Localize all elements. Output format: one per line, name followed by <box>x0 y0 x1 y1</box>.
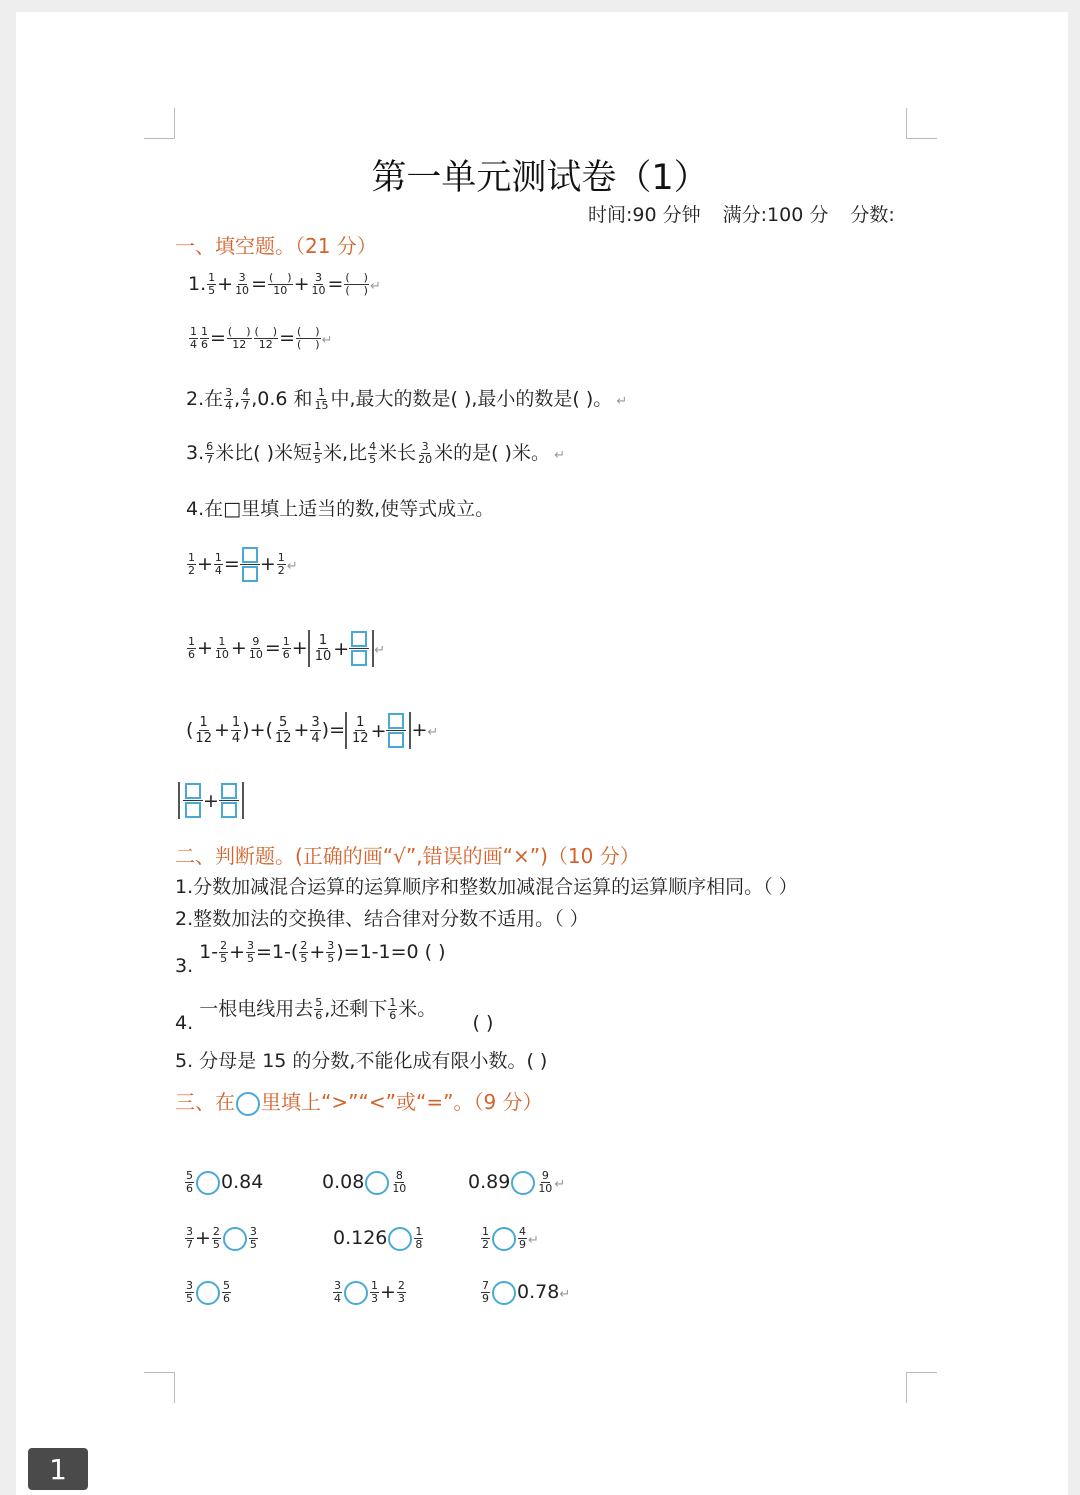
q4-eq3: ( $\frac{1}{12}$ + $\frac{1}{4}$ )+( $\frac{5}{12}$ + $\frac{3}{4}$ )= 1 12 + +↵ <box>186 712 438 749</box>
compare-circle[interactable] <box>365 1171 389 1195</box>
q1-line2: $\frac{1}{4}$ $\frac{1}{6}$ = ( ) 12 ( ) 12 = ( ) ( ) ↵ <box>190 325 333 351</box>
q2: 2.在 $\frac{3}{4}$ , $\frac{4}{7}$ ,0.6 和 $\frac{1}{15}$ 中,最大的数是( ),最小的数是( )。 ↵ <box>186 386 628 412</box>
section3-heading: 三、在 里填上“>”“<”或“=”。（9 分） <box>175 1090 543 1114</box>
answer-box[interactable] <box>351 650 367 666</box>
page-title: 第一单元测试卷（1） <box>371 158 709 198</box>
compare-3: 0.89 $\frac{9}{10}$ ↵ <box>468 1169 566 1195</box>
judge-q4: 4. 一根电线用去 $\frac{5}{6}$ ,还剩下 $\frac{1}{6}$ 米。 ( ) <box>175 996 494 1034</box>
compare-circle[interactable] <box>196 1281 220 1305</box>
exam-full-score: 满分:100 分 <box>722 204 829 226</box>
answer-box[interactable] <box>185 802 201 818</box>
judge-q3: 3. 1- $\frac{2}{5}$ + $\frac{3}{5}$ =1-( $\frac{2}{5}$ + $\frac{3}{5}$ )=1-1=0 ( ) <box>175 939 446 977</box>
document-page <box>16 12 1068 1495</box>
judge-q1: 1.分数加减混合运算的运算顺序和整数加减混合运算的运算顺序相同。（ ） <box>175 876 798 898</box>
exam-info <box>588 200 917 227</box>
compare-circle-icon <box>236 1092 260 1116</box>
page-number-badge: 1 <box>28 1448 88 1490</box>
compare-6: $\frac{1}{2}$ $\frac{4}{9}$ ↵ <box>482 1225 539 1251</box>
q3: 3. $\frac{6}{7}$ 米比( )米短 $\frac{1}{5}$ 米,比 $\frac{4}{5}$ 米长 $\frac{3}{20}$ 米的是( )米。 ↵ <box>186 440 565 466</box>
answer-box[interactable] <box>388 732 404 748</box>
answer-box[interactable] <box>351 631 367 647</box>
compare-7: $\frac{3}{5}$ $\frac{5}{6}$ <box>186 1279 230 1305</box>
judge-q2: 2.整数加法的交换律、结合律对分数不适用。（ ） <box>175 908 589 930</box>
answer-box[interactable] <box>221 802 237 818</box>
compare-9: $\frac{7}{9}$ 0.78↵ <box>482 1279 571 1305</box>
compare-circle[interactable] <box>344 1281 368 1305</box>
compare-8: $\frac{3}{4}$ $\frac{1}{3}$ + $\frac{2}{3}$ <box>334 1279 405 1305</box>
exam-time: 时间:90 分钟 <box>588 204 701 226</box>
compare-circle[interactable] <box>388 1227 412 1251</box>
compare-circle[interactable] <box>196 1171 220 1195</box>
compare-2: 0.08 $\frac{8}{10}$ <box>322 1169 407 1195</box>
answer-box[interactable] <box>388 713 404 729</box>
compare-4: $\frac{3}{7}$ + $\frac{2}{5}$ $\frac{3}{5}$ <box>186 1225 257 1251</box>
q4-eq2: $\frac{1}{6}$ + $\frac{1}{10}$ + $\frac{9}{10}$ = $\frac{1}{6}$ + 1 10 + ↵ <box>186 630 385 667</box>
compare-circle[interactable] <box>492 1281 516 1305</box>
compare-circle[interactable] <box>492 1227 516 1251</box>
answer-box[interactable] <box>242 566 258 582</box>
q4-eq1: $\frac{1}{2}$ + $\frac{1}{4}$ = + $\frac{1}{2}$ ↵ <box>186 546 298 583</box>
judge-q5: 5. 分母是 15 的分数,不能化成有限小数。( ) <box>175 1050 548 1072</box>
compare-1: $\frac{5}{6}$ 0.84 <box>186 1169 264 1195</box>
q1-line1: 1. $\frac{1}{5}$ + $\frac{3}{10}$ = ( ) 10 + $\frac{3}{10}$ = ( ) ( ) ↵ <box>188 271 381 297</box>
q4-eq3-cont: + <box>178 782 244 819</box>
exam-score-field: 分数: <box>850 204 895 226</box>
section1-heading: 一、填空题。（21 分） <box>175 234 377 258</box>
answer-box[interactable] <box>185 783 201 799</box>
margin-corner-bottom-right <box>906 1372 937 1403</box>
margin-corner-top-right <box>906 108 937 139</box>
compare-circle[interactable] <box>223 1227 247 1251</box>
section2-heading: 二、判断题。(正确的画“√”,错误的画“×”)（10 分） <box>175 844 640 868</box>
margin-corner-top-left <box>144 108 175 139</box>
q4: 4.在□里填上适当的数,使等式成立。 <box>186 498 495 520</box>
answer-box[interactable] <box>242 547 258 563</box>
margin-corner-bottom-left <box>144 1372 175 1403</box>
answer-box[interactable] <box>221 783 237 799</box>
compare-circle[interactable] <box>511 1171 535 1195</box>
compare-5: 0.126 $\frac{1}{8}$ <box>333 1225 423 1251</box>
